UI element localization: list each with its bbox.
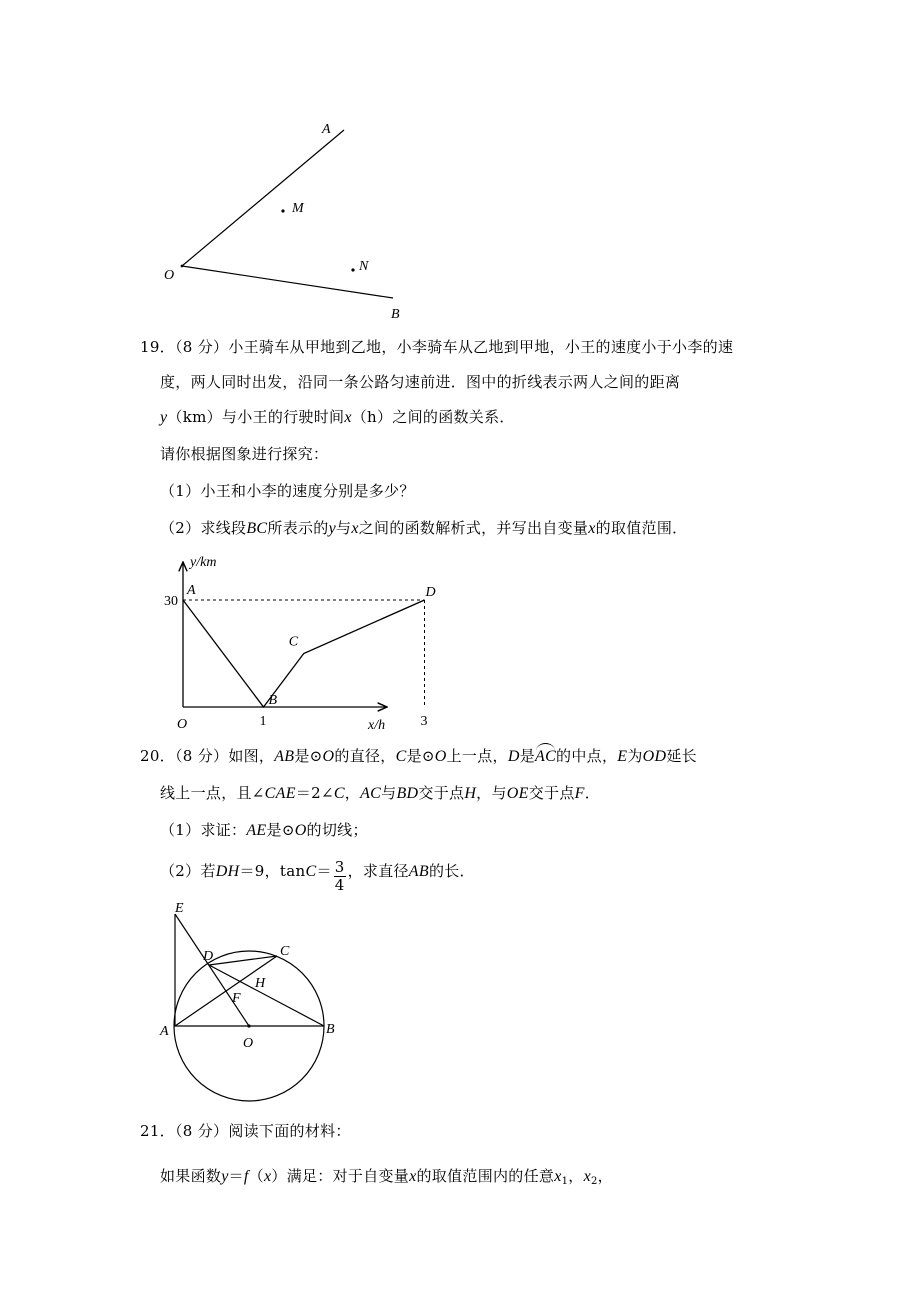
q20-l1-b: 是⊙: [294, 747, 323, 765]
q20-l1-o2: O: [434, 748, 447, 765]
q20-l2-e: 与: [381, 784, 397, 802]
q20-l1-e: 上一点，: [446, 747, 508, 765]
q19-line4: [160, 443, 328, 465]
segment-db: [209, 965, 324, 1026]
q20-sub2-b: ＝9，tan: [239, 862, 306, 880]
fraction-denominator: 4: [334, 876, 345, 894]
q21-l2-x2: x: [409, 1168, 417, 1185]
q21-l2-e: 的取值范围内的任意: [416, 1167, 555, 1185]
q20-l2-cae: CAE: [264, 785, 296, 802]
q19-line1: [140, 336, 733, 358]
label-o: O: [164, 268, 175, 283]
point-n-dot: [351, 268, 354, 271]
origin-label: O: [177, 717, 188, 732]
q19-sub2-b: 所表示的: [267, 519, 329, 537]
q19-sub2-bc: BC: [246, 520, 268, 537]
label-f: F: [232, 991, 241, 1006]
q20-l1-h: 为: [627, 747, 643, 765]
q19-sub2-x2: x: [588, 520, 596, 537]
q20-l1-ab: AB: [274, 748, 295, 765]
series-polyline: [183, 600, 425, 707]
q19-x-var: x: [344, 409, 352, 426]
q20-l1-o: O: [322, 748, 335, 765]
q20-sub2-d: ＝: [316, 862, 332, 880]
y-tick-30: 30: [164, 594, 178, 609]
q21-l2-h: ，: [597, 1167, 613, 1185]
q19-sub2-a: （2）求线段: [160, 519, 247, 537]
q19-h-unit: （h）: [351, 408, 393, 426]
q20-l2-b: ＝2∠: [295, 784, 334, 802]
q20-l1-i: 延长: [666, 747, 697, 765]
point-m-dot: [281, 209, 284, 212]
q19-sub2-x: x: [351, 520, 359, 537]
q20-line2: [160, 782, 600, 805]
q19-sub2-e: 的取值范围．: [595, 519, 688, 537]
q21-l2-c: （: [248, 1167, 264, 1185]
label-m: M: [292, 201, 304, 216]
label-b: B: [326, 1022, 335, 1037]
segment-ac: [175, 956, 277, 1026]
q20-l1-od: OD: [642, 748, 667, 765]
q20-l1-g: 的中点，: [556, 747, 618, 765]
q19-sub2: [160, 517, 687, 540]
q19-sub1-text: （1）小王和小李的速度分别是多少？: [160, 482, 415, 500]
q19-line3: [160, 406, 515, 429]
q19-text3-mid: 与小王的行驶时间: [221, 408, 345, 426]
q20-l1-c: 的直径，: [334, 747, 396, 765]
q20-l2-fpt: F: [574, 785, 585, 802]
q20-l1-cpt: C: [395, 748, 407, 765]
q20-l2-i: 交于点: [528, 784, 575, 802]
label-h: H: [255, 976, 266, 991]
y-axis-label: y/km: [190, 555, 217, 570]
center-o-dot: [247, 1024, 250, 1027]
q20-l1-f: 是: [519, 747, 535, 765]
q20-l1-dpt: D: [507, 748, 520, 765]
label-e: E: [175, 901, 184, 916]
q19-text4: 请你根据图象进行探究：: [160, 445, 329, 463]
q20-sub2-f: 的长．: [428, 862, 475, 880]
q20-sub2: [160, 859, 475, 894]
label-d: D: [203, 949, 214, 964]
q21-l2-d: ）满足：对于自变量: [271, 1167, 410, 1185]
q20-l2-g: ，与: [476, 784, 507, 802]
q20-sub2-ab: AB: [408, 863, 429, 880]
q21-text1: 阅读下面的材料：: [228, 1122, 351, 1140]
point-label-b: B: [268, 693, 278, 708]
q20-sub2-dh: DH: [215, 863, 240, 880]
q20-l2-bd: BD: [396, 785, 419, 802]
angle-figure: [0, 0, 920, 330]
q20-l2-oe: OE: [506, 785, 529, 802]
q20-score: （8 分）: [175, 747, 229, 765]
q21-l2-g: ，: [568, 1167, 584, 1185]
q21-l2-x1: x: [554, 1168, 562, 1185]
q19-sub1: [160, 480, 415, 502]
q21-number: 21．: [140, 1122, 175, 1140]
q20-sub1-b: 是⊙: [266, 821, 295, 839]
q20-l2-c: C: [333, 785, 345, 802]
q21-l2-sub1: 1: [561, 1176, 569, 1187]
x-axis-label: x/h: [368, 718, 386, 732]
q21-score: （8 分）: [175, 1122, 229, 1140]
q20-sub1-a: （1）求证：: [160, 821, 247, 839]
q20-sub1-c: 的切线；: [306, 821, 368, 839]
x-tick-1: 1: [259, 714, 267, 729]
q20-l2-j: ．: [584, 784, 601, 802]
q19-km-unit: （km）: [167, 408, 222, 426]
point-label-d: D: [425, 585, 436, 600]
q19-text3-end: 之间的函数关系．: [392, 408, 515, 426]
q20-l2-a: 线上一点，且∠: [160, 784, 265, 802]
segment-eo: [175, 914, 249, 1026]
q20-l2-ac: AC: [360, 785, 382, 802]
q21-l2-a: 如果函数: [160, 1167, 222, 1185]
q19-text2: 度，两人同时出发，沿同一条公路匀速前进．图中的折线表示两人之间的距离: [160, 373, 681, 391]
point-o-dot: [181, 265, 184, 268]
q21-l2-x: x: [263, 1168, 272, 1185]
q21-line2: [160, 1165, 613, 1193]
label-c: C: [280, 944, 290, 959]
q19-sub2-c: 与: [336, 519, 352, 537]
q20-sub2-c: C: [305, 863, 317, 880]
q19-number: 19．: [140, 338, 175, 356]
q19-y-var: y: [160, 409, 168, 426]
q21-l2-x3: x: [583, 1168, 591, 1185]
q20-l1-ept: E: [617, 748, 628, 765]
q19-score: （8 分）: [175, 338, 229, 356]
point-label-a: A: [187, 583, 196, 598]
q19-sub2-d: 之间的函数解析式，并写出自变量: [358, 519, 589, 537]
q20-sub1: [160, 819, 368, 842]
q20-sub1-o: O: [294, 822, 307, 839]
q20-l1-d: 是⊙: [406, 747, 435, 765]
q20-fraction: [334, 859, 346, 894]
ray-oa: [182, 130, 344, 266]
label-a: A: [322, 122, 331, 137]
q20-sub2-a: （2）若: [160, 862, 216, 880]
q20-number: 20．: [140, 747, 175, 765]
q20-sub2-e: ，求直径: [347, 862, 409, 880]
q21-l2-y: y: [221, 1168, 229, 1185]
q20-l1-a: 如图，: [228, 747, 275, 765]
circle-figure: [0, 898, 920, 1108]
q19-text1: 小王骑车从甲地到乙地，小李骑车从乙地到甲地，小王的速度小于小李的速: [228, 338, 734, 356]
q21-line1: [140, 1120, 351, 1142]
q20-l2-f: 交于点: [418, 784, 465, 802]
q20-arc-ac: AC: [535, 746, 556, 768]
q19-line2: [160, 371, 680, 393]
q21-l2-b: ＝: [228, 1167, 244, 1185]
q19-sub2-y: y: [328, 520, 337, 537]
point-label-c: C: [288, 634, 299, 650]
q20-sub1-ae: AE: [246, 822, 267, 839]
q20-line1: [140, 745, 697, 768]
label-b: B: [391, 307, 400, 322]
label-a: A: [160, 1024, 169, 1039]
q21-l2-f: f: [243, 1168, 249, 1185]
x-tick-3: 3: [420, 714, 428, 729]
label-n: N: [359, 259, 369, 274]
distance-time-chart: [0, 552, 920, 732]
q20-l2-h: H: [464, 785, 477, 802]
label-o: O: [243, 1036, 254, 1051]
q21-l2-sub2: 2: [591, 1176, 598, 1187]
fraction-numerator: 3: [334, 858, 345, 876]
q20-l2-d: ，: [344, 784, 361, 802]
